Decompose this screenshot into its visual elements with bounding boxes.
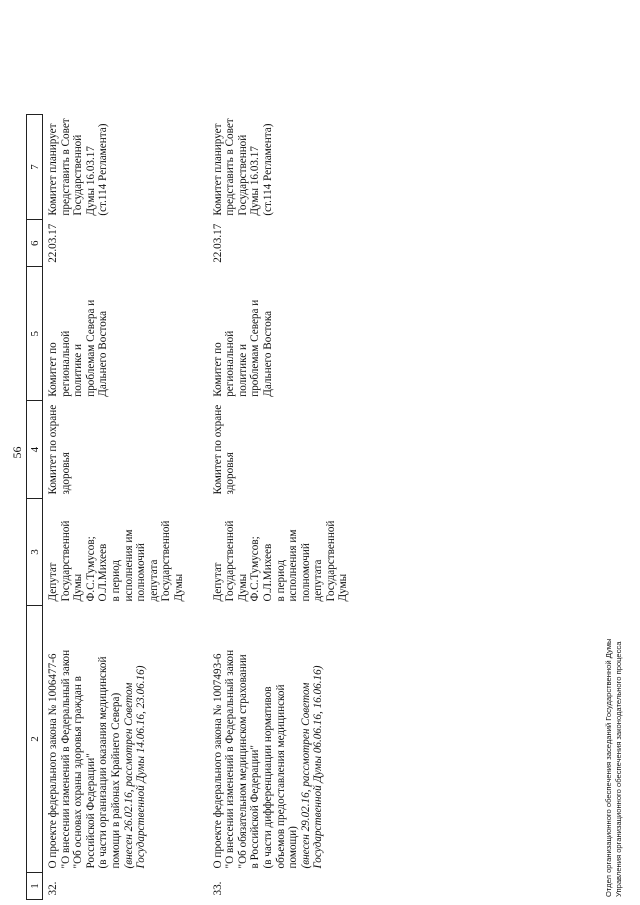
col-header-1: 1 <box>27 873 43 900</box>
text-line: Дальнего Востока <box>261 310 274 397</box>
footer-line: Отдел организационного обеспечения заседаний Государственной Думы <box>604 638 613 897</box>
text-line: (в части дифференциации нормативов <box>261 686 274 869</box>
text-line: Государственной <box>59 520 72 602</box>
responsible-committee <box>43 401 190 499</box>
text-line: Комитет по <box>211 342 224 397</box>
text-line: Думы <box>337 573 350 602</box>
text-line: Думы <box>172 573 185 602</box>
bills-table <box>26 114 354 900</box>
committee-note <box>43 114 190 219</box>
text-line: "Об основах охраны здоровья граждан в <box>72 676 85 869</box>
text-line: "О внесении изменений в Федеральный закон <box>224 649 237 869</box>
text-line: Государственной <box>72 134 85 216</box>
bill-author <box>43 499 190 606</box>
text-line: помощи в районах Крайнего Севера) <box>109 692 122 869</box>
text-line: в период <box>109 559 122 602</box>
text-line: Ф.С.Тумусов; <box>84 536 97 602</box>
text-line: Депутат <box>47 562 59 602</box>
text-line: проблемам Севера и <box>84 299 97 397</box>
text-line: депутата <box>147 559 160 602</box>
text-line: Государственной <box>324 520 337 602</box>
text-line: здоровья <box>59 452 72 495</box>
text-line: Комитет по <box>47 342 59 397</box>
text-line: Комитет планирует <box>47 123 59 216</box>
text-line: Депутат <box>211 562 224 602</box>
text-line: Ф.С.Тумусов; <box>249 536 262 602</box>
text-line-italic: (внесен 29.02.16, рассмотрен Советом <box>299 682 312 869</box>
text-line: Государственной <box>224 520 237 602</box>
col-header-3: 3 <box>27 499 43 606</box>
text-line: Думы <box>72 573 85 602</box>
text-line: Думы <box>236 573 249 602</box>
bill-title <box>43 606 190 873</box>
footer-line: Управления организационного обеспечения законодательного процесса <box>613 641 623 897</box>
text-line: объемов предоставления медицинской <box>274 684 287 869</box>
responsible-committee <box>208 401 355 499</box>
row-spacer <box>190 114 208 899</box>
col-header-5: 5 <box>27 267 43 401</box>
text-line: Комитет по охране <box>47 404 59 495</box>
bill-author <box>208 499 355 606</box>
text-line: (ст.114 Регламента) <box>261 123 274 216</box>
row-number: 32. <box>47 881 59 896</box>
text-line: "Об обязательном медицинском страховании <box>236 654 249 869</box>
text-line: Государственной <box>160 520 173 602</box>
text-line: Российской Федерации" <box>84 753 97 869</box>
col-header-4: 4 <box>27 401 43 499</box>
col-header-6: 6 <box>27 220 43 267</box>
text-line: (ст.114 Регламента) <box>97 123 110 216</box>
footer-department <box>604 639 623 897</box>
text-line: проблемам Севера и <box>249 299 262 397</box>
text-line: Думы 16.03.17 <box>84 146 97 216</box>
text-line: Комитет по охране <box>211 404 224 495</box>
table-row <box>43 114 190 899</box>
co-committee <box>208 267 355 401</box>
bill-title <box>208 606 355 873</box>
text-line: представить в Совет <box>59 118 72 216</box>
text-line: О.Л.Михеев <box>97 543 110 602</box>
text-line: О проекте федерального закона № 1006477-6 <box>47 653 59 869</box>
text-line: исполнения им <box>122 529 135 602</box>
text-line: (в части организации оказания медицинской <box>97 656 110 869</box>
text-line: полномочий <box>135 543 148 602</box>
text-line: полномочий <box>299 543 312 602</box>
text-line-italic: Государственной Думы 06.06.16, 16.06.16) <box>312 665 325 869</box>
table-row <box>208 114 355 899</box>
text-line: Комитет планирует <box>211 123 224 216</box>
text-line: Дальнего Востока <box>97 310 110 397</box>
text-line: в период <box>274 559 287 602</box>
deadline-date: 22.03.17 <box>211 223 224 263</box>
page-number: 56 <box>10 446 24 459</box>
text-line: О.Л.Михеев <box>261 543 274 602</box>
text-line-italic: (внесен 26.02.16, рассмотрен Советом <box>122 682 135 869</box>
text-line: политике и <box>236 344 249 397</box>
text-line: региональной <box>59 330 72 397</box>
text-line: Думы 16.03.17 <box>249 146 262 216</box>
text-line: региональной <box>224 330 237 397</box>
text-line: в Российской Федерации" <box>249 745 262 869</box>
deadline-date: 22.03.17 <box>47 223 59 263</box>
row-number: 33. <box>211 881 224 896</box>
committee-note <box>208 114 355 219</box>
column-number-row <box>27 114 43 899</box>
text-line: здоровья <box>224 452 237 495</box>
co-committee <box>43 267 190 401</box>
text-line: "О внесении изменений в Федеральный закон <box>59 649 72 869</box>
text-line: О проекте федерального закона № 1007493-6 <box>211 653 224 869</box>
text-line: политике и <box>72 344 85 397</box>
text-line: представить в Совет <box>224 118 237 216</box>
col-header-7: 7 <box>27 114 43 219</box>
text-line: исполнения им <box>287 529 300 602</box>
text-line: помощи) <box>287 826 300 869</box>
col-header-2: 2 <box>27 606 43 873</box>
text-line-italic: Государственной Думы 14.06.16, 23.06.16) <box>135 665 148 869</box>
text-line: Государственной <box>236 134 249 216</box>
text-line: депутата <box>312 559 325 602</box>
